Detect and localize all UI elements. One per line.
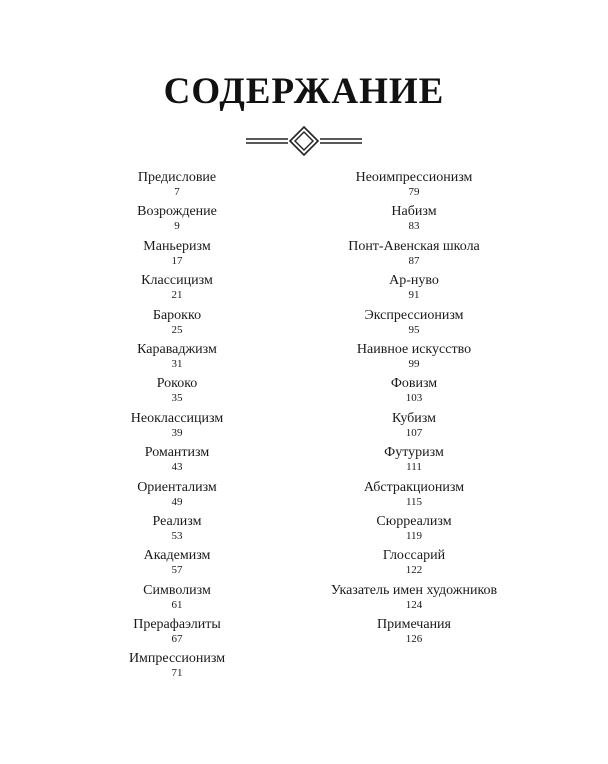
entry-title: Футуризм <box>384 445 444 461</box>
entry-page-number: 126 <box>405 633 423 646</box>
entry-page-number: 57 <box>171 564 183 577</box>
contents-entry[interactable] <box>67 512 287 546</box>
entry-title: Указатель имен художников <box>330 582 498 598</box>
contents-entry[interactable] <box>67 340 287 374</box>
entry-page-number: 35 <box>171 392 183 405</box>
contents-entry[interactable] <box>304 615 524 649</box>
entry-title: Классицизм <box>141 273 213 289</box>
entry-title: Фовизм <box>390 376 438 392</box>
entry-page-number: 17 <box>171 254 183 267</box>
entry-title: Рококо <box>156 376 198 392</box>
contents-entry[interactable] <box>67 202 287 236</box>
contents-entry[interactable] <box>67 443 287 477</box>
entry-page-number: 53 <box>171 529 183 542</box>
contents-entry[interactable] <box>67 615 287 649</box>
entry-title: Академизм <box>143 548 211 564</box>
entry-title: Неоклассицизм <box>130 410 224 426</box>
contents-entry[interactable] <box>67 374 287 408</box>
entry-title: Барокко <box>152 307 202 323</box>
entry-page-number: 111 <box>406 461 422 474</box>
entry-title: Караваджизм <box>137 341 217 357</box>
entry-title: Прерафаэлиты <box>133 617 221 633</box>
page-title: СОДЕРЖАНИЕ <box>163 71 445 112</box>
contents-entry[interactable] <box>67 581 287 615</box>
contents-entry[interactable] <box>67 168 287 202</box>
entry-title: Сюрреализм <box>376 513 452 529</box>
entry-page-number: 107 <box>405 426 423 439</box>
contents-entry[interactable] <box>304 271 524 305</box>
entry-title: Ар-нуво <box>389 273 439 289</box>
entry-page-number: 99 <box>408 357 420 370</box>
entry-title: Набизм <box>391 204 437 220</box>
entry-page-number: 31 <box>171 357 183 370</box>
contents-left-column <box>67 168 287 684</box>
entry-page-number: 25 <box>171 323 183 336</box>
contents-entry[interactable] <box>67 271 287 305</box>
contents-entry[interactable] <box>67 409 287 443</box>
entry-page-number: 71 <box>171 667 183 680</box>
entry-page-number: 7 <box>174 186 180 198</box>
entry-title: Примечания <box>376 617 451 633</box>
entry-title: Маньеризм <box>143 238 211 254</box>
contents-entry[interactable] <box>67 478 287 512</box>
contents-entry[interactable] <box>304 340 524 374</box>
contents-entry[interactable] <box>304 202 524 236</box>
entry-page-number: 95 <box>408 323 420 336</box>
entry-page-number: 39 <box>171 426 183 439</box>
contents-entry[interactable] <box>304 237 524 271</box>
entry-title: Глоссарий <box>382 548 446 564</box>
entry-page-number: 9 <box>174 220 180 233</box>
contents-entry[interactable] <box>304 443 524 477</box>
entry-page-number: 87 <box>408 254 420 267</box>
entry-page-number: 67 <box>171 633 183 646</box>
entry-title: Понт-Авенская школа <box>348 238 480 254</box>
entry-title: Абстракционизм <box>363 479 465 495</box>
contents-entry[interactable] <box>304 306 524 340</box>
entry-title: Кубизм <box>392 410 436 426</box>
entry-page-number: 49 <box>171 495 183 508</box>
entry-title: Экспрессионизм <box>364 307 464 323</box>
entry-title: Реализм <box>152 513 202 529</box>
entry-page-number: 21 <box>171 289 183 302</box>
contents-entry[interactable] <box>304 374 524 408</box>
entry-page-number: 61 <box>171 598 183 611</box>
entry-page-number: 115 <box>405 495 423 508</box>
entry-page-number: 43 <box>171 461 183 474</box>
entry-title: Наивное искусство <box>356 341 472 357</box>
contents-entry[interactable] <box>67 237 287 271</box>
entry-title: Романтизм <box>144 445 210 461</box>
entry-title: Импрессионизм <box>128 651 226 667</box>
contents-entry[interactable] <box>304 546 524 580</box>
entry-title: Предисловие <box>137 170 217 185</box>
entry-title: Возрождение <box>137 204 217 220</box>
contents-entry[interactable] <box>304 478 524 512</box>
entry-title: Неоимпрессионизм <box>355 170 473 185</box>
entry-title: Символизм <box>143 582 211 598</box>
contents-entry[interactable] <box>304 512 524 546</box>
contents-entry[interactable] <box>67 546 287 580</box>
contents-entry[interactable] <box>304 581 524 615</box>
entry-page-number: 83 <box>408 220 420 233</box>
entry-page-number: 124 <box>405 598 423 611</box>
entry-page-number: 119 <box>405 529 423 542</box>
entry-page-number: 91 <box>408 289 420 302</box>
contents-entry[interactable] <box>304 409 524 443</box>
entry-page-number: 122 <box>405 564 423 577</box>
diamond-divider-icon <box>244 126 364 156</box>
entry-title: Ориентализм <box>137 479 217 495</box>
contents-entry[interactable] <box>304 168 524 202</box>
contents-right-column <box>304 168 524 649</box>
entry-page-number: 79 <box>408 186 420 198</box>
entry-page-number: 103 <box>405 392 423 405</box>
contents-entry[interactable] <box>67 649 287 683</box>
contents-entry[interactable] <box>67 306 287 340</box>
